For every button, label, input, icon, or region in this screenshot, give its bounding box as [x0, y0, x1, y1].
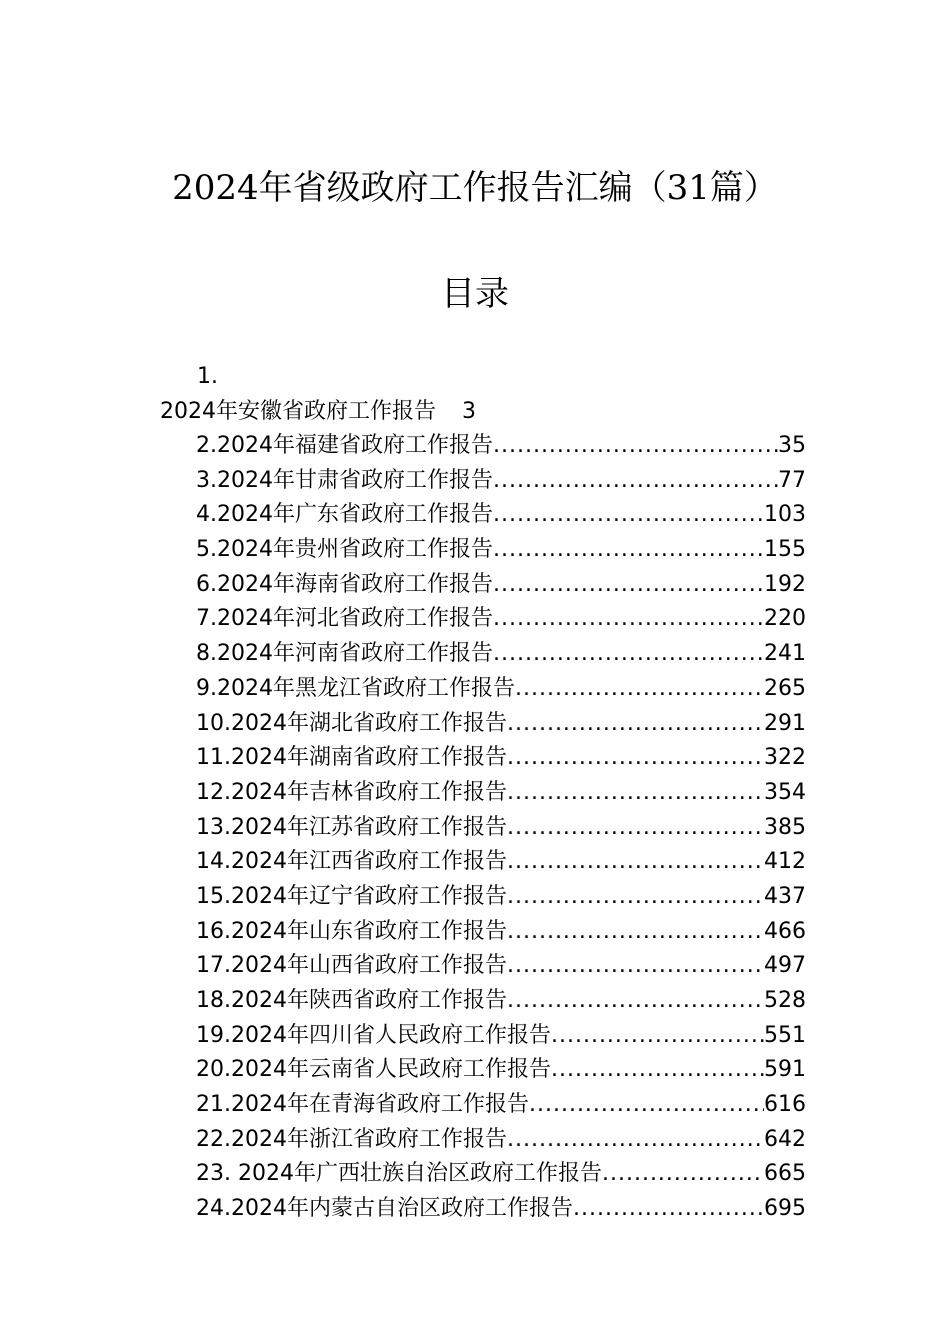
toc-entry[interactable] — [196, 604, 806, 639]
toc-entry-label: 2024年安徽省政府工作报告 — [160, 399, 436, 424]
toc-entry-label: 20.2024年云南省人民政府工作报告 — [196, 1057, 551, 1083]
toc-entry[interactable] — [196, 466, 806, 501]
toc-entry-page: 291 — [764, 710, 806, 736]
toc-entry-page: 665 — [764, 1161, 806, 1187]
toc-entry[interactable] — [196, 778, 806, 813]
toc-entry-label: 4.2024年广东省政府工作报告 — [196, 502, 493, 528]
toc-entry[interactable] — [196, 431, 806, 466]
toc-entry-label: 2.2024年福建省政府工作报告 — [196, 433, 493, 458]
dot-leader — [507, 986, 764, 1016]
toc-entry-label: 16.2024年山东省政府工作报告 — [196, 918, 507, 944]
toc-entry-page: 354 — [764, 779, 806, 805]
toc-entry-page: 412 — [764, 849, 806, 875]
toc-entry-label: 21.2024年在青海省政府工作报告 — [196, 1092, 529, 1118]
toc-entry[interactable] — [196, 986, 806, 1021]
toc-entry-1[interactable] — [160, 397, 476, 427]
toc-entry-label: 14.2024年江西省政府工作报告 — [196, 849, 507, 875]
dot-leader — [507, 778, 764, 808]
toc-entry-page: 591 — [764, 1057, 806, 1083]
toc-entry[interactable] — [196, 709, 806, 744]
toc-entry-page: 241 — [764, 641, 806, 667]
dot-leader — [507, 813, 764, 843]
dot-leader — [507, 1125, 764, 1155]
toc-entry-page: 155 — [764, 537, 806, 563]
dot-leader — [493, 604, 764, 634]
toc-entry[interactable] — [196, 1194, 806, 1229]
dot-leader — [551, 1055, 764, 1085]
toc-entry-label: 11.2024年湖南省政府工作报告 — [196, 745, 507, 771]
toc-entry-page: 77 — [778, 467, 806, 493]
toc-entry-label: 15.2024年辽宁省政府工作报告 — [196, 883, 507, 909]
dot-leader — [493, 500, 764, 530]
toc-heading: 目录 — [441, 274, 509, 314]
toc-entry-1-number: 1. — [197, 364, 218, 389]
toc-entry-page: 497 — [764, 953, 806, 979]
toc-entry[interactable] — [196, 951, 806, 986]
toc-list — [196, 431, 806, 1229]
toc-entry[interactable] — [196, 535, 806, 570]
dot-leader — [573, 1194, 764, 1224]
toc-entry[interactable] — [196, 1055, 806, 1090]
toc-entry-label: 3.2024年甘肃省政府工作报告 — [196, 467, 493, 493]
toc-entry-label: 5.2024年贵州省政府工作报告 — [196, 537, 493, 563]
dot-leader — [507, 917, 764, 947]
toc-entry-page: 528 — [764, 988, 806, 1013]
toc-entry-page: 642 — [764, 1126, 806, 1152]
dot-leader — [507, 743, 764, 773]
toc-entry-page: 103 — [764, 502, 806, 528]
toc-entry[interactable] — [196, 500, 806, 535]
document-title: 2024年省级政府工作报告汇编（31篇） — [172, 168, 778, 208]
dot-leader — [602, 1159, 764, 1189]
dot-leader — [493, 431, 778, 461]
toc-entry-page: 220 — [764, 606, 806, 632]
toc-entry-label: 19.2024年四川省人民政府工作报告 — [196, 1022, 551, 1048]
toc-entry[interactable] — [196, 570, 806, 605]
toc-entry[interactable] — [196, 743, 806, 778]
toc-entry-page: 265 — [764, 675, 806, 701]
toc-entry-page: 192 — [764, 571, 806, 597]
toc-entry-page: 35 — [778, 433, 806, 458]
toc-entry-page: 616 — [764, 1092, 806, 1118]
toc-entry-page: 695 — [764, 1196, 806, 1222]
dot-leader — [493, 466, 778, 496]
toc-entry[interactable] — [196, 1159, 806, 1194]
dot-leader — [507, 882, 764, 912]
toc-entry-label: 13.2024年江苏省政府工作报告 — [196, 814, 507, 840]
toc-entry-label: 6.2024年海南省政府工作报告 — [196, 571, 493, 597]
toc-entry[interactable] — [196, 1125, 806, 1160]
toc-entry-page: 466 — [764, 918, 806, 944]
toc-entry-page: 385 — [764, 814, 806, 840]
toc-entry-label: 9.2024年黑龙江省政府工作报告 — [196, 675, 515, 701]
toc-entry[interactable] — [196, 847, 806, 882]
toc-entry-label: 12.2024年吉林省政府工作报告 — [196, 779, 507, 805]
toc-entry[interactable] — [196, 917, 806, 952]
toc-entry-page: 322 — [764, 745, 806, 771]
toc-entry-label: 17.2024年山西省政府工作报告 — [196, 953, 507, 979]
toc-entry[interactable] — [196, 1090, 806, 1125]
toc-entry-label: 8.2024年河南省政府工作报告 — [196, 641, 493, 667]
dot-leader — [551, 1021, 764, 1051]
toc-entry-page: 437 — [764, 883, 806, 909]
toc-entry-label: 24.2024年内蒙古自治区政府工作报告 — [196, 1196, 573, 1222]
toc-entry[interactable] — [196, 674, 806, 709]
dot-leader — [515, 674, 764, 704]
toc-entry[interactable] — [196, 813, 806, 848]
dot-leader — [507, 847, 764, 877]
dot-leader — [493, 535, 764, 565]
dot-leader — [507, 951, 764, 981]
dot-leader — [507, 709, 764, 739]
toc-entry[interactable] — [196, 639, 806, 674]
toc-entry-label: 10.2024年湖北省政府工作报告 — [196, 710, 507, 736]
toc-entry-label: 18.2024年陕西省政府工作报告 — [196, 988, 507, 1013]
toc-entry-page: 551 — [764, 1022, 806, 1048]
toc-entry[interactable] — [196, 1021, 806, 1056]
toc-entry-page: 3 — [462, 399, 476, 424]
dot-leader — [529, 1090, 764, 1120]
toc-entry-label: 22.2024年浙江省政府工作报告 — [196, 1126, 507, 1152]
toc-entry[interactable] — [196, 882, 806, 917]
dot-leader — [493, 570, 764, 600]
toc-entry-label: 7.2024年河北省政府工作报告 — [196, 606, 493, 632]
dot-leader — [493, 639, 764, 669]
toc-entry-label: 23. 2024年广西壮族自治区政府工作报告 — [196, 1161, 602, 1187]
